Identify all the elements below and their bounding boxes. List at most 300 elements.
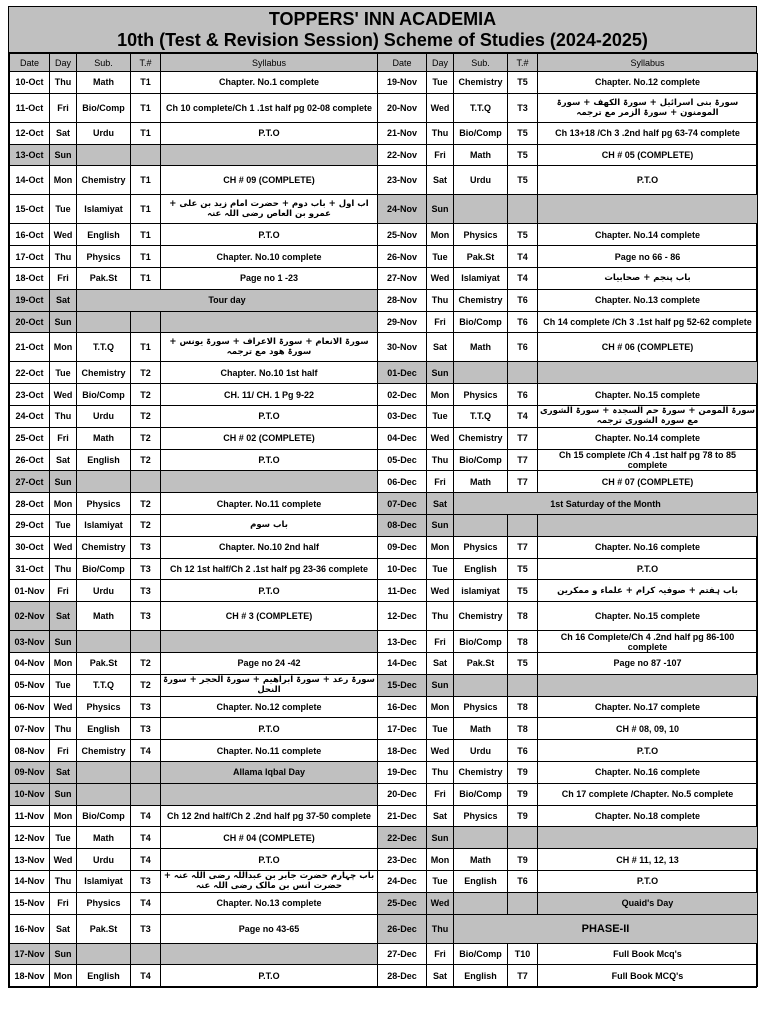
right-subject: [454, 892, 508, 914]
left-date: 27-Oct: [10, 471, 50, 493]
right-syllabus: [538, 827, 758, 849]
left-syllabus: Chapter. No.10 2nd half: [161, 536, 378, 558]
left-date: 12-Oct: [10, 122, 50, 144]
left-date: 17-Nov: [10, 943, 50, 965]
left-test-no: T2: [131, 652, 161, 674]
schedule-row: [10, 805, 758, 827]
left-subject: Pak.St: [77, 267, 131, 289]
schedule-row: [10, 892, 758, 914]
left-subject: [77, 631, 131, 653]
right-day: Wed: [427, 740, 454, 762]
right-day: Wed: [427, 267, 454, 289]
right-test-no: T7: [508, 965, 538, 987]
right-test-no: [508, 514, 538, 536]
right-test-no: T7: [508, 449, 538, 471]
left-syllabus: Page no 43-65: [161, 914, 378, 943]
left-date: 25-Oct: [10, 427, 50, 449]
left-subject: [77, 311, 131, 333]
right-subject: Physics: [454, 224, 508, 246]
right-day: Sun: [427, 362, 454, 384]
left-subject: Islamiyat: [77, 870, 131, 892]
left-date: 10-Oct: [10, 72, 50, 94]
left-test-no: T2: [131, 362, 161, 384]
left-day: Mon: [50, 652, 77, 674]
left-day: Mon: [50, 493, 77, 515]
left-syllabus: Chapter. No.1 complete: [161, 72, 378, 94]
left-subject: Urdu: [77, 122, 131, 144]
right-syllabus: CH # 05 (COMPLETE): [538, 144, 758, 166]
right-subject: Chemistry: [454, 761, 508, 783]
right-subject: Chemistry: [454, 72, 508, 94]
left-subject: Urdu: [77, 405, 131, 427]
schedule-row: [10, 449, 758, 471]
right-test-no: T6: [508, 740, 538, 762]
right-test-no: [508, 892, 538, 914]
schedule-row: [10, 246, 758, 268]
right-syllabus: Ch 14 complete /Ch 3 .1st half pg 52-62 complete: [538, 311, 758, 333]
left-syllabus: CH. 11/ CH. 1 Pg 9-22: [161, 384, 378, 406]
left-date: 12-Nov: [10, 827, 50, 849]
right-test-no: T6: [508, 333, 538, 362]
left-syllabus: Ch 10 complete/Ch 1 .1st half pg 02-08 complete: [161, 93, 378, 122]
left-date: 13-Oct: [10, 144, 50, 166]
right-subject: Math: [454, 471, 508, 493]
right-date: 24-Nov: [378, 195, 427, 224]
right-syllabus: Page no 66 - 86: [538, 246, 758, 268]
right-day: Thu: [427, 122, 454, 144]
schedule-row: [10, 289, 758, 311]
right-subject: Physics: [454, 536, 508, 558]
right-date: 13-Dec: [378, 631, 427, 653]
right-date: 20-Dec: [378, 783, 427, 805]
left-date: 21-Oct: [10, 333, 50, 362]
schedule-row: [10, 740, 758, 762]
left-subject: Physics: [77, 246, 131, 268]
right-test-no: T6: [508, 870, 538, 892]
schedule-row: [10, 405, 758, 427]
right-day: Fri: [427, 943, 454, 965]
left-day: Fri: [50, 267, 77, 289]
right-syllabus: CH # 08, 09, 10: [538, 718, 758, 740]
schedule-row: [10, 493, 758, 515]
left-date: 14-Oct: [10, 166, 50, 195]
right-test-no: T4: [508, 405, 538, 427]
right-day: Sat: [427, 652, 454, 674]
left-syllabus: Chapter. No.12 complete: [161, 696, 378, 718]
right-test-no: T5: [508, 144, 538, 166]
right-subject: [454, 514, 508, 536]
left-day: Sat: [50, 449, 77, 471]
left-test-no: [131, 783, 161, 805]
right-date: 05-Dec: [378, 449, 427, 471]
left-syllabus: P.T.O: [161, 965, 378, 987]
right-syllabus: Chapter. No.15 complete: [538, 384, 758, 406]
right-date: 17-Dec: [378, 718, 427, 740]
schedule-row: [10, 122, 758, 144]
left-day: Fri: [50, 580, 77, 602]
header-syllabus: Syllabus: [538, 54, 758, 72]
right-date: 18-Dec: [378, 740, 427, 762]
left-date: 02-Nov: [10, 602, 50, 631]
right-subject: Bio/Comp: [454, 783, 508, 805]
left-test-no: T2: [131, 427, 161, 449]
right-test-no: T6: [508, 311, 538, 333]
right-day: Sun: [427, 827, 454, 849]
right-syllabus: Chapter. No.14 complete: [538, 427, 758, 449]
left-syllabus: Chapter. No.10 1st half: [161, 362, 378, 384]
left-date: 06-Nov: [10, 696, 50, 718]
left-test-no: T2: [131, 674, 161, 696]
right-date: 22-Nov: [378, 144, 427, 166]
schedule-row: [10, 224, 758, 246]
right-syllabus: Chapter. No.18 complete: [538, 805, 758, 827]
left-date: 15-Nov: [10, 892, 50, 914]
schedule-row: [10, 362, 758, 384]
left-subject: Urdu: [77, 849, 131, 871]
right-syllabus: Chapter. No.14 complete: [538, 224, 758, 246]
left-subject: [77, 761, 131, 783]
schedule-row: [10, 311, 758, 333]
right-day: Mon: [427, 536, 454, 558]
right-day: Wed: [427, 580, 454, 602]
right-date: 21-Dec: [378, 805, 427, 827]
left-date: 22-Oct: [10, 362, 50, 384]
left-day: Mon: [50, 805, 77, 827]
right-date: 25-Nov: [378, 224, 427, 246]
right-day: Sat: [427, 965, 454, 987]
left-syllabus: سورۃ رعد + سورۃ ابراھیم + سورۃ الحجر + سورۃ النحل: [161, 674, 378, 696]
header-day: Day: [427, 54, 454, 72]
schedule-row: [10, 943, 758, 965]
left-syllabus: Chapter. No.11 complete: [161, 740, 378, 762]
schedule-row: [10, 471, 758, 493]
right-day: Sun: [427, 514, 454, 536]
left-date: 29-Oct: [10, 514, 50, 536]
right-day: Tue: [427, 558, 454, 580]
left-date: 18-Nov: [10, 965, 50, 987]
right-syllabus: Ch 17 complete /Chapter. No.5 complete: [538, 783, 758, 805]
left-day: Sun: [50, 471, 77, 493]
left-date: 23-Oct: [10, 384, 50, 406]
right-date: 03-Dec: [378, 405, 427, 427]
left-syllabus: Chapter. No.11 complete: [161, 493, 378, 515]
header-test-no: T.#: [508, 54, 538, 72]
schedule-row: [10, 761, 758, 783]
left-day: Mon: [50, 965, 77, 987]
right-day: Thu: [427, 602, 454, 631]
right-test-no: T4: [508, 246, 538, 268]
left-syllabus: P.T.O: [161, 122, 378, 144]
right-subject: Chemistry: [454, 289, 508, 311]
left-syllabus: [161, 783, 378, 805]
left-subject: [77, 783, 131, 805]
right-test-no: T9: [508, 805, 538, 827]
right-syllabus: Full Book Mcq's: [538, 943, 758, 965]
right-syllabus: Chapter. No.16 complete: [538, 761, 758, 783]
left-day: Thu: [50, 405, 77, 427]
title-block: [9, 7, 756, 53]
left-syllabus: سورۃ الانعام + سورۃ الاعراف + سورۃ یونس + سورۃ ھود مع ترجمہ: [161, 333, 378, 362]
right-test-no: T6: [508, 384, 538, 406]
left-syllabus: P.T.O: [161, 449, 378, 471]
right-subject: English: [454, 965, 508, 987]
right-syllabus: P.T.O: [538, 558, 758, 580]
left-subject: [77, 471, 131, 493]
right-date: 01-Dec: [378, 362, 427, 384]
left-subject: [77, 943, 131, 965]
left-syllabus: CH # 02 (COMPLETE): [161, 427, 378, 449]
left-subject: Bio/Comp: [77, 93, 131, 122]
left-syllabus: P.T.O: [161, 849, 378, 871]
left-test-no: T3: [131, 914, 161, 943]
right-date: 09-Dec: [378, 536, 427, 558]
right-test-no: T5: [508, 122, 538, 144]
right-date: 15-Dec: [378, 674, 427, 696]
right-date: 10-Dec: [378, 558, 427, 580]
left-test-no: T3: [131, 536, 161, 558]
right-subject: Math: [454, 849, 508, 871]
right-test-no: T6: [508, 289, 538, 311]
right-syllabus: Page no 87 -107: [538, 652, 758, 674]
right-syllabus: Quaid's Day: [538, 892, 758, 914]
schedule-row: [10, 267, 758, 289]
left-test-no: T4: [131, 965, 161, 987]
left-syllabus: [161, 631, 378, 653]
right-syllabus: Ch 16 Complete/Ch 4 .2nd half pg 86-100 complete: [538, 631, 758, 653]
left-date: 08-Nov: [10, 740, 50, 762]
right-test-no: T5: [508, 72, 538, 94]
left-subject: Chemistry: [77, 166, 131, 195]
right-subject: islamiyat: [454, 580, 508, 602]
right-subject: Chemistry: [454, 602, 508, 631]
right-test-no: T5: [508, 558, 538, 580]
right-subject: Urdu: [454, 740, 508, 762]
left-day: Sun: [50, 783, 77, 805]
right-date: 19-Dec: [378, 761, 427, 783]
left-day: Tue: [50, 827, 77, 849]
right-day: Thu: [427, 914, 454, 943]
schedule-row: [10, 333, 758, 362]
left-day: Wed: [50, 384, 77, 406]
right-date: 26-Dec: [378, 914, 427, 943]
right-syllabus: Ch 13+18 /Ch 3 .2nd half pg 63-74 complete: [538, 122, 758, 144]
right-date: 21-Nov: [378, 122, 427, 144]
left-test-no: T3: [131, 696, 161, 718]
left-subject: Urdu: [77, 580, 131, 602]
left-test-no: T2: [131, 449, 161, 471]
left-syllabus: P.T.O: [161, 405, 378, 427]
right-subject: Bio/Comp: [454, 311, 508, 333]
left-subject: Pak.St: [77, 914, 131, 943]
left-date: 04-Nov: [10, 652, 50, 674]
left-subject: Chemistry: [77, 362, 131, 384]
right-syllabus: [538, 195, 758, 224]
left-subject: Bio/Comp: [77, 805, 131, 827]
left-date: 18-Oct: [10, 267, 50, 289]
right-subject: Bio/Comp: [454, 122, 508, 144]
right-syllabus: سورۃ بنی اسرائیل + سورۃ الکھف + سورۃ المومنون + سورۃ الزمر مع ترجمہ: [538, 93, 758, 122]
left-subject: English: [77, 718, 131, 740]
header-row: [10, 54, 758, 72]
right-date: 14-Dec: [378, 652, 427, 674]
left-syllabus: Allama Iqbal Day: [161, 761, 378, 783]
right-subject: [454, 362, 508, 384]
left-date: 20-Oct: [10, 311, 50, 333]
schedule-row: [10, 72, 758, 94]
left-subject: English: [77, 965, 131, 987]
right-day: Wed: [427, 427, 454, 449]
right-syllabus: Chapter. No.12 complete: [538, 72, 758, 94]
left-day: Sat: [50, 761, 77, 783]
left-test-no: T1: [131, 333, 161, 362]
right-subject: Physics: [454, 696, 508, 718]
left-test-no: T2: [131, 384, 161, 406]
left-subject: T.T.Q: [77, 674, 131, 696]
left-syllabus: [161, 471, 378, 493]
left-test-no: T4: [131, 849, 161, 871]
right-day: Sat: [427, 166, 454, 195]
left-day: Wed: [50, 696, 77, 718]
schedule-row: [10, 652, 758, 674]
right-date: 29-Nov: [378, 311, 427, 333]
right-day: Wed: [427, 892, 454, 914]
left-test-no: T4: [131, 892, 161, 914]
left-date: 16-Nov: [10, 914, 50, 943]
left-subject: Chemistry: [77, 536, 131, 558]
right-test-no: T8: [508, 696, 538, 718]
right-syllabus: Full Book MCQ's: [538, 965, 758, 987]
right-date: 02-Dec: [378, 384, 427, 406]
left-date: 09-Nov: [10, 761, 50, 783]
right-date: 27-Dec: [378, 943, 427, 965]
schedule-row: [10, 602, 758, 631]
left-day: Tue: [50, 362, 77, 384]
right-day: Tue: [427, 246, 454, 268]
right-test-no: [508, 827, 538, 849]
right-syllabus: Chapter. No.15 complete: [538, 602, 758, 631]
left-test-no: T1: [131, 195, 161, 224]
left-date: 17-Oct: [10, 246, 50, 268]
right-test-no: [508, 195, 538, 224]
right-day: Sat: [427, 805, 454, 827]
left-date: 31-Oct: [10, 558, 50, 580]
right-syllabus: P.T.O: [538, 166, 758, 195]
left-date: 03-Nov: [10, 631, 50, 653]
left-day: Fri: [50, 93, 77, 122]
left-day: Sat: [50, 914, 77, 943]
left-test-no: T3: [131, 718, 161, 740]
schedule-sheet: [8, 6, 757, 988]
right-day: Fri: [427, 311, 454, 333]
right-test-no: [508, 674, 538, 696]
right-day: Wed: [427, 93, 454, 122]
schedule-row: [10, 696, 758, 718]
left-day: Thu: [50, 870, 77, 892]
left-subject: Bio/Comp: [77, 384, 131, 406]
left-day: Wed: [50, 536, 77, 558]
left-syllabus: Chapter. No.13 complete: [161, 892, 378, 914]
left-date: 19-Oct: [10, 289, 50, 311]
left-test-no: [131, 311, 161, 333]
right-test-no: T8: [508, 602, 538, 631]
right-syllabus: [538, 514, 758, 536]
schedule-row: [10, 166, 758, 195]
schedule-row: [10, 93, 758, 122]
left-day: Thu: [50, 558, 77, 580]
right-subject: [454, 195, 508, 224]
right-day: Mon: [427, 849, 454, 871]
left-subject: T.T.Q: [77, 333, 131, 362]
left-syllabus: Page no 1 -23: [161, 267, 378, 289]
right-day: Sat: [427, 493, 454, 515]
right-test-no: T9: [508, 849, 538, 871]
left-date: 13-Nov: [10, 849, 50, 871]
right-test-no: T9: [508, 761, 538, 783]
left-subject: [77, 144, 131, 166]
right-syllabus: [538, 674, 758, 696]
schedule-row: [10, 536, 758, 558]
left-subject: English: [77, 224, 131, 246]
left-day: Sat: [50, 289, 77, 311]
right-day: Thu: [427, 761, 454, 783]
left-subject: Islamiyat: [77, 195, 131, 224]
right-date: 25-Dec: [378, 892, 427, 914]
left-day: Sat: [50, 122, 77, 144]
left-syllabus: CH # 04 (COMPLETE): [161, 827, 378, 849]
left-syllabus: باب چہارم حضرت جابر بن عبداللہ رضی اللہ عنہ + حضرت انس بن مالک رضی اللہ عنہ: [161, 870, 378, 892]
right-day: Sun: [427, 195, 454, 224]
left-syllabus: [161, 943, 378, 965]
right-date: 08-Dec: [378, 514, 427, 536]
right-syllabus: باب ہفتم + صوفیہ کرام + علماء و ممکرین: [538, 580, 758, 602]
left-day: Thu: [50, 246, 77, 268]
left-subject: Chemistry: [77, 740, 131, 762]
right-test-no: T5: [508, 166, 538, 195]
right-day: Tue: [427, 405, 454, 427]
left-day: Tue: [50, 514, 77, 536]
right-syllabus: Ch 15 complete /Ch 4 .1st half pg 78 to 85 complete: [538, 449, 758, 471]
left-test-no: T1: [131, 246, 161, 268]
left-test-no: [131, 631, 161, 653]
right-date: 24-Dec: [378, 870, 427, 892]
right-subject: Math: [454, 718, 508, 740]
right-test-no: T9: [508, 783, 538, 805]
left-test-no: [131, 943, 161, 965]
schedule-title: 10th (Test & Revision Session) Scheme of Studies (2024-2025): [117, 30, 648, 50]
schedule-row: [10, 580, 758, 602]
left-syllabus: اب اول + باب دوم + حضرت امام زید بن علی + عمرو بن العاص رضی اللہ عنہ: [161, 195, 378, 224]
right-day: Fri: [427, 783, 454, 805]
left-test-no: T3: [131, 870, 161, 892]
schedule-row: [10, 718, 758, 740]
left-subject: Math: [77, 827, 131, 849]
right-syllabus: CH # 06 (COMPLETE): [538, 333, 758, 362]
left-test-no: T3: [131, 580, 161, 602]
schedule-row: [10, 384, 758, 406]
left-day: Sun: [50, 943, 77, 965]
left-subject: Math: [77, 72, 131, 94]
left-syllabus: CH # 09 (COMPLETE): [161, 166, 378, 195]
right-syllabus: باب پنجم + صحابیات: [538, 267, 758, 289]
right-subject: T.T.Q: [454, 405, 508, 427]
left-date: 07-Nov: [10, 718, 50, 740]
right-test-no: [508, 362, 538, 384]
left-day: Thu: [50, 718, 77, 740]
right-date: 30-Nov: [378, 333, 427, 362]
right-event: PHASE-II: [454, 914, 758, 943]
left-syllabus: [161, 144, 378, 166]
right-day: Fri: [427, 631, 454, 653]
